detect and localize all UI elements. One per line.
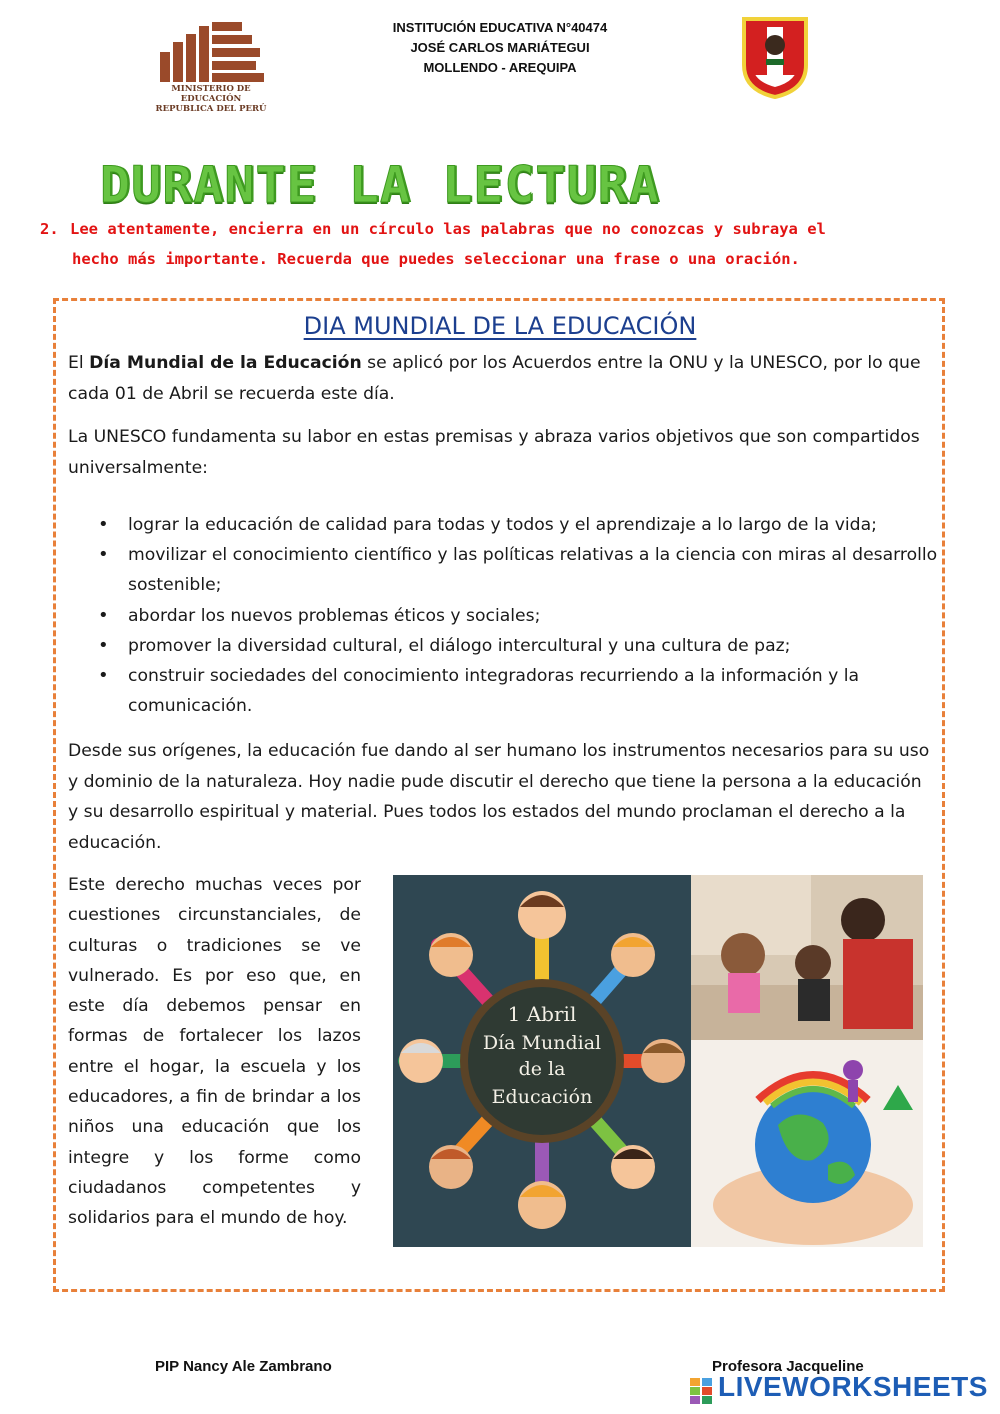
paragraph-2: La UNESCO fundamenta su labor en estas premisas y abraza varios objetivos que son compartidos universalmente: (68, 427, 920, 478)
school-line-2: JOSÉ CARLOS MARIÁTEGUI (410, 40, 590, 55)
list-item: • promover la diversidad cultural, el diálogo intercultural y una cultura de paz; (68, 631, 938, 661)
education-day-collage (393, 875, 923, 1247)
list-item: • construir sociedades del conocimiento integradoras recurriendo a la información y la comunicación. (68, 661, 938, 721)
paragraph-3: Desde sus orígenes, la educación fue dando al ser humano los instrumentos necesarios para su uso y dominio de la naturaleza. Hoy nadie pude discutir el derecho que tiene la persona a la educación y su desarrollo espiritual y material. Pues todos los estados del mundo proclaman el derecho a la educación. (68, 741, 930, 853)
poster-line-2: Día Mundial (482, 1032, 602, 1054)
list-item: • lograr la educación de calidad para todas y todos y el aprendizaje a lo largo de la vida; (68, 510, 938, 540)
list-item: • abordar los nuevos problemas éticos y sociales; (68, 601, 938, 631)
footer-author: PIP Nancy Ale Zambrano (155, 1358, 332, 1375)
list-item: • movilizar el conocimiento científico y las políticas relativas a la ciencia con miras al desarrollo sostenible; (68, 540, 938, 600)
paragraph-4: Este derecho muchas veces por cuestiones circunstanciales, de culturas o tradiciones se ve vulnerado. Es por eso que, en este día debemos pensar en formas de fortalecer los lazos entre el hogar, la escuela y los educadores, a fin de brindar a los niños una educación que los integre y los forme como ciudadanos competentes y solidarios para el mundo de hoy. (68, 875, 361, 1229)
paragraph-1 (68, 348, 934, 409)
poster-line-4: Educación (491, 1086, 593, 1108)
school-line-3: MOLLENDO - AREQUIPA (423, 60, 577, 75)
collage-graphic (393, 875, 923, 1247)
reading-title-text: DIA MUNDIAL DE LA EDUCACIÓN (303, 312, 697, 340)
school-crest-icon (740, 15, 810, 100)
poster-line-1: 1 Abril (507, 1002, 577, 1026)
reading-title (0, 312, 1000, 340)
liveworksheets-brand[interactable]: LIVEWORKSHEETS (718, 1371, 988, 1402)
instruction-line-1: Lee atentamente, encierra en un círculo las palabras que no conozcas y subraya el (70, 220, 826, 238)
p1-pre: El (68, 353, 90, 373)
school-heading (330, 18, 670, 78)
footer-teacher: Profesora Jacqueline (712, 1358, 864, 1375)
instruction-line-2: hecho más importante. Recuerda que puedes seleccionar una frase o una oración. (72, 250, 800, 268)
liveworksheets-icon (690, 1378, 714, 1404)
instruction-number: 2. (40, 220, 59, 238)
p1-bold: Día Mundial de la Educación (89, 353, 362, 373)
school-line-1: INSTITUCIÓN EDUCATIVA N°40474 (392, 20, 608, 35)
objectives-list (68, 510, 938, 721)
poster-line-3: de la (518, 1058, 566, 1080)
ministry-caption (150, 84, 272, 114)
section-title: DURANTE LA LECTURA (100, 156, 660, 214)
ministry-line-1: MINISTERIO DE EDUCACIÓN (171, 84, 251, 104)
p1-post: se aplicó por los Acuerdos entre la ONU y la UNESCO, por lo que cada 01 de Abril se recuerda este día. (68, 353, 921, 404)
ministry-line-2: REPUBLICA DEL PERÚ (155, 104, 267, 114)
instructions (40, 214, 920, 274)
